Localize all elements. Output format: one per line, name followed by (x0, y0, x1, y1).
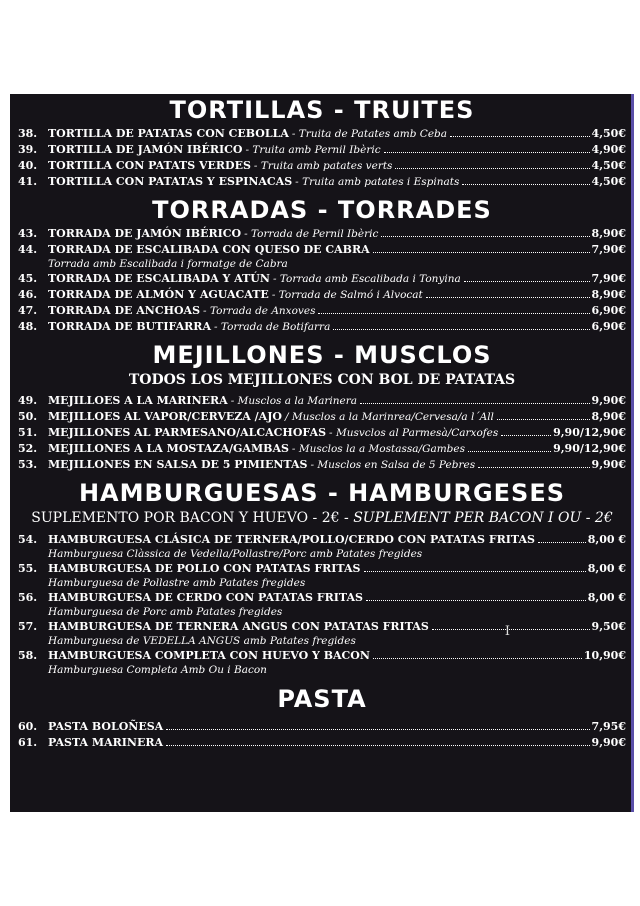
item-separator: - (213, 321, 221, 333)
item-list (18, 393, 626, 473)
item-name: PASTA MARINERA (48, 736, 164, 749)
item-name: TORTILLA CON PATATAS Y ESPINACAS (48, 175, 293, 188)
item-translation (241, 226, 378, 242)
item-price: 9,90/12,90€ (553, 426, 626, 439)
menu-item-row (18, 561, 626, 577)
item-price: 8,00 € (587, 562, 626, 575)
item-number: 61. (18, 736, 38, 749)
item-number: 53. (18, 458, 38, 471)
menu-item-row (18, 319, 626, 335)
menu-item (18, 425, 626, 441)
item-translation-text: Truita de Patates amb Ceba (298, 128, 448, 140)
menu-item-row (18, 719, 626, 735)
item-number: 52. (18, 442, 38, 455)
item-number: 47. (18, 304, 38, 317)
item-number: 43. (18, 227, 38, 240)
leader-dots (381, 236, 589, 237)
supplement-note (18, 509, 626, 528)
item-price: 4,90€ (591, 143, 626, 156)
item-price: 6,90€ (591, 304, 626, 317)
item-number: 44. (18, 243, 38, 256)
item-name: MEJILLONES EN SALSA DE 5 PIMIENTAS (48, 458, 308, 471)
item-translation (269, 287, 423, 303)
menu-item-row (18, 648, 626, 664)
menu-item (18, 174, 626, 190)
item-list (18, 226, 626, 335)
item-price: 8,90€ (591, 288, 626, 301)
item-number: 48. (18, 320, 38, 333)
section-title: PASTA (277, 685, 367, 713)
menu-item-row (18, 457, 626, 473)
leader-dots (497, 419, 590, 420)
leader-dots (432, 629, 590, 630)
item-price: 9,50€ (591, 620, 626, 633)
item-translation (211, 319, 330, 335)
item-price: 7,95€ (591, 720, 626, 733)
menu-board (10, 94, 634, 812)
menu-item-row (18, 242, 626, 258)
leader-dots (166, 729, 589, 730)
leader-dots (360, 403, 590, 404)
item-number: 39. (18, 143, 38, 156)
item-price: 4,50€ (591, 127, 626, 140)
item-number: 60. (18, 720, 38, 733)
menu-item-row (18, 393, 626, 409)
leader-dots (501, 435, 551, 436)
item-price: 9,90/12,90€ (553, 442, 626, 455)
section-hamburguesas (18, 477, 626, 677)
item-translation-text: Truita amb Pernil Ibèric (252, 144, 381, 156)
menu-item (18, 393, 626, 409)
menu-item (18, 590, 626, 619)
menu-item-row (18, 425, 626, 441)
item-name: HAMBURGUESA DE CERDO CON PATATAS FRITAS (48, 591, 363, 604)
item-name: TORTILLA DE JAMÓN IBÉRICO (48, 143, 243, 156)
item-name: TORTILLA CON PATATS VERDES (48, 159, 251, 172)
menu-item-row (18, 142, 626, 158)
text-cursor-icon: I (504, 624, 510, 639)
menu-item-row (18, 271, 626, 287)
leader-dots (478, 467, 589, 468)
item-price: 9,90€ (591, 394, 626, 407)
item-number: 56. (18, 591, 38, 604)
menu-item (18, 287, 626, 303)
item-list (18, 532, 626, 677)
section-tortillas (18, 94, 626, 190)
item-name: TORRADA DE ALMÓN Y AGUACATE (48, 288, 269, 301)
item-number: 46. (18, 288, 38, 301)
item-name: MEJILLOES A LA MARINERA (48, 394, 228, 407)
item-subtitle: Hamburguesa Completa Amb Ou i Bacon (48, 664, 267, 676)
menu-item-row (18, 226, 626, 242)
item-translation (307, 457, 475, 473)
item-separator: - (272, 273, 280, 285)
menu-item-row (18, 303, 626, 319)
menu-item (18, 719, 626, 735)
leader-dots (395, 168, 589, 169)
menu-item (18, 619, 626, 648)
menu-item (18, 271, 626, 287)
menu-item-row (18, 174, 626, 190)
menu-item (18, 532, 626, 561)
item-number: 40. (18, 159, 38, 172)
menu-item (18, 561, 626, 590)
leader-dots (373, 658, 582, 659)
leader-dots (450, 136, 590, 137)
menu-item (18, 319, 626, 335)
item-name: PASTA BOLOÑESA (48, 720, 164, 733)
item-name: TORRADA DE ESCALIBADA Y ATÚN (48, 272, 270, 285)
leader-dots (464, 281, 590, 282)
item-separator: - (203, 305, 210, 317)
item-number: 54. (18, 533, 38, 546)
item-number: 38. (18, 127, 38, 140)
item-price: 8,00 € (587, 533, 626, 546)
menu-item-row (18, 619, 626, 635)
item-name: TORRADA DE JAMÓN IBÉRICO (48, 227, 242, 240)
item-list (18, 126, 626, 190)
menu-item (18, 142, 626, 158)
item-price: 8,00 € (587, 591, 626, 604)
leader-dots (166, 745, 590, 746)
leader-dots (384, 152, 590, 153)
item-price: 8,90€ (591, 227, 626, 240)
item-translation-text: Torrada de Pernil Ibèric (250, 228, 379, 240)
leader-dots (468, 451, 551, 452)
item-separator: - (253, 160, 261, 172)
item-name: TORRADA DE BUTIFARRA (48, 320, 211, 333)
item-translation (270, 271, 461, 287)
item-translation-text: Musclos en Salsa de 5 Pebres (317, 459, 476, 471)
item-price: 10,90€ (583, 649, 626, 662)
leader-dots (318, 313, 589, 314)
item-translation (282, 409, 494, 425)
menu-item (18, 441, 626, 457)
item-price: 4,50€ (591, 175, 626, 188)
item-name: TORTILLA DE PATATAS CON CEBOLLA (48, 127, 289, 140)
menu-item-row (18, 735, 626, 751)
menu-item-row (18, 287, 626, 303)
supplement-main: SUPLEMENTO POR BACON Y HUEVO - 2€ (31, 510, 340, 526)
item-name: MEJILLONES AL PARMESANO/ALCACHOFAS (48, 426, 327, 439)
supplement-sep: - (339, 510, 354, 526)
item-translation (292, 174, 459, 190)
item-translation-text: Torrada de Botifarra (220, 321, 331, 333)
item-name: HAMBURGUESA DE POLLO CON PATATAS FRITAS (48, 562, 361, 575)
leader-dots (462, 184, 589, 185)
section-torradas (18, 194, 626, 335)
item-name: MEJILLOES AL VAPOR/CERVEZA /AJO (48, 410, 282, 423)
menu-item (18, 226, 626, 242)
supplement-translation: SUPLEMENT PER BACON I OU - 2€ (353, 510, 613, 526)
item-name: TORRADA DE ANCHOAS (48, 304, 201, 317)
leader-dots (333, 329, 589, 330)
section-title: MEJILLONES - MUSCLOS (152, 341, 492, 369)
board-edge-accent (631, 94, 634, 812)
item-translation (228, 393, 357, 409)
item-subtitle: Hamburguesa Clàssica de Vedella/Pollastre/Porc amb Patates fregides (48, 548, 423, 560)
menu-item (18, 648, 626, 677)
item-separator: - (295, 176, 303, 188)
item-translation (326, 425, 498, 441)
item-price: 9,90€ (591, 458, 626, 471)
item-separator: - (291, 128, 299, 140)
leader-dots (373, 252, 590, 253)
item-translation-text: Musclos a la Marinrea/Cervesa/a l´All (291, 411, 494, 423)
item-translation-text: Torrada amb Escalibada i Tonyina (279, 273, 461, 285)
item-separator: - (310, 459, 318, 471)
item-number: 41. (18, 175, 38, 188)
item-separator: - (271, 289, 279, 301)
menu-item (18, 242, 626, 271)
item-number: 55. (18, 562, 38, 575)
item-number: 58. (18, 649, 38, 662)
menu-item (18, 303, 626, 319)
section-pasta (18, 683, 626, 751)
item-separator: - (244, 228, 251, 240)
menu-item-row (18, 532, 626, 548)
item-translation-text: Torrada de Anxoves (209, 305, 316, 317)
item-subtitle: Torrada amb Escalibada i formatge de Cabra (48, 258, 288, 270)
item-translation (289, 441, 465, 457)
item-price: 8,90€ (591, 410, 626, 423)
menu-item-row (18, 158, 626, 174)
item-subtitle: Hamburguesa de VEDELLA ANGUS amb Patates fregides (48, 635, 356, 647)
item-translation-text: Musclos a la Marinera (237, 395, 357, 407)
menu-item-row (18, 409, 626, 425)
section-title: TORRADAS - TORRADES (152, 196, 492, 224)
leader-dots (426, 297, 590, 298)
item-subtitle: Hamburguesa de Pollastre amb Patates fregides (48, 577, 306, 589)
item-separator: / (285, 411, 292, 423)
item-price: 7,90€ (591, 272, 626, 285)
item-translation-text: Musvclos al Parmesà/Carxofes (335, 427, 499, 439)
item-translation (289, 126, 447, 142)
menu-item (18, 735, 626, 751)
item-number: 45. (18, 272, 38, 285)
section-subtitle: TODOS LOS MEJILLONES CON BOL DE PATATAS (128, 372, 516, 388)
item-translation (200, 303, 315, 319)
item-price: 6,90€ (591, 320, 626, 333)
section-mejillones (18, 339, 626, 473)
menu-item (18, 409, 626, 425)
menu-item (18, 158, 626, 174)
item-list (18, 719, 626, 751)
item-number: 51. (18, 426, 38, 439)
item-price: 7,90€ (591, 243, 626, 256)
item-name: HAMBURGUESA COMPLETA CON HUEVO Y BACON (48, 649, 370, 662)
item-translation-text: Truita amb patates i Espinats (302, 176, 460, 188)
item-translation-text: Truita amb patates verts (260, 160, 393, 172)
leader-dots (364, 571, 586, 572)
leader-dots (538, 542, 586, 543)
menu-item-row (18, 126, 626, 142)
item-name: TORRADA DE ESCALIBADA CON QUESO DE CABRA (48, 243, 370, 256)
item-translation-text: Musclos la a Mostassa/Gambes (298, 443, 465, 455)
item-number: 50. (18, 410, 38, 423)
menu-item-row (18, 441, 626, 457)
item-separator: - (245, 144, 253, 156)
item-name: HAMBURGUESA CLÁSICA DE TERNERA/POLLO/CERDO CON PATATAS FRITAS (48, 533, 535, 546)
menu-item (18, 457, 626, 473)
item-price: 9,90€ (591, 736, 626, 749)
item-name: HAMBURGUESA DE TERNERA ANGUS CON PATATAS FRITAS (48, 620, 429, 633)
menu-item-row (18, 590, 626, 606)
item-price: 4,50€ (591, 159, 626, 172)
item-translation (251, 158, 393, 174)
section-title: HAMBURGUESAS - HAMBURGESES (78, 479, 566, 507)
item-translation-text: Torrada de Salmó i Alvocat (278, 289, 423, 301)
item-separator: - (329, 427, 336, 439)
item-translation (242, 142, 380, 158)
item-separator: - (291, 443, 299, 455)
menu-item (18, 126, 626, 142)
item-number: 49. (18, 394, 38, 407)
item-name: MEJILLONES A LA MOSTAZA/GAMBAS (48, 442, 289, 455)
item-separator: - (230, 395, 238, 407)
item-subtitle: Hamburguesa de Porc amb Patates fregides (48, 606, 283, 618)
leader-dots (366, 600, 586, 601)
item-number: 57. (18, 620, 38, 633)
section-title: TORTILLAS - TRUITES (169, 96, 475, 124)
